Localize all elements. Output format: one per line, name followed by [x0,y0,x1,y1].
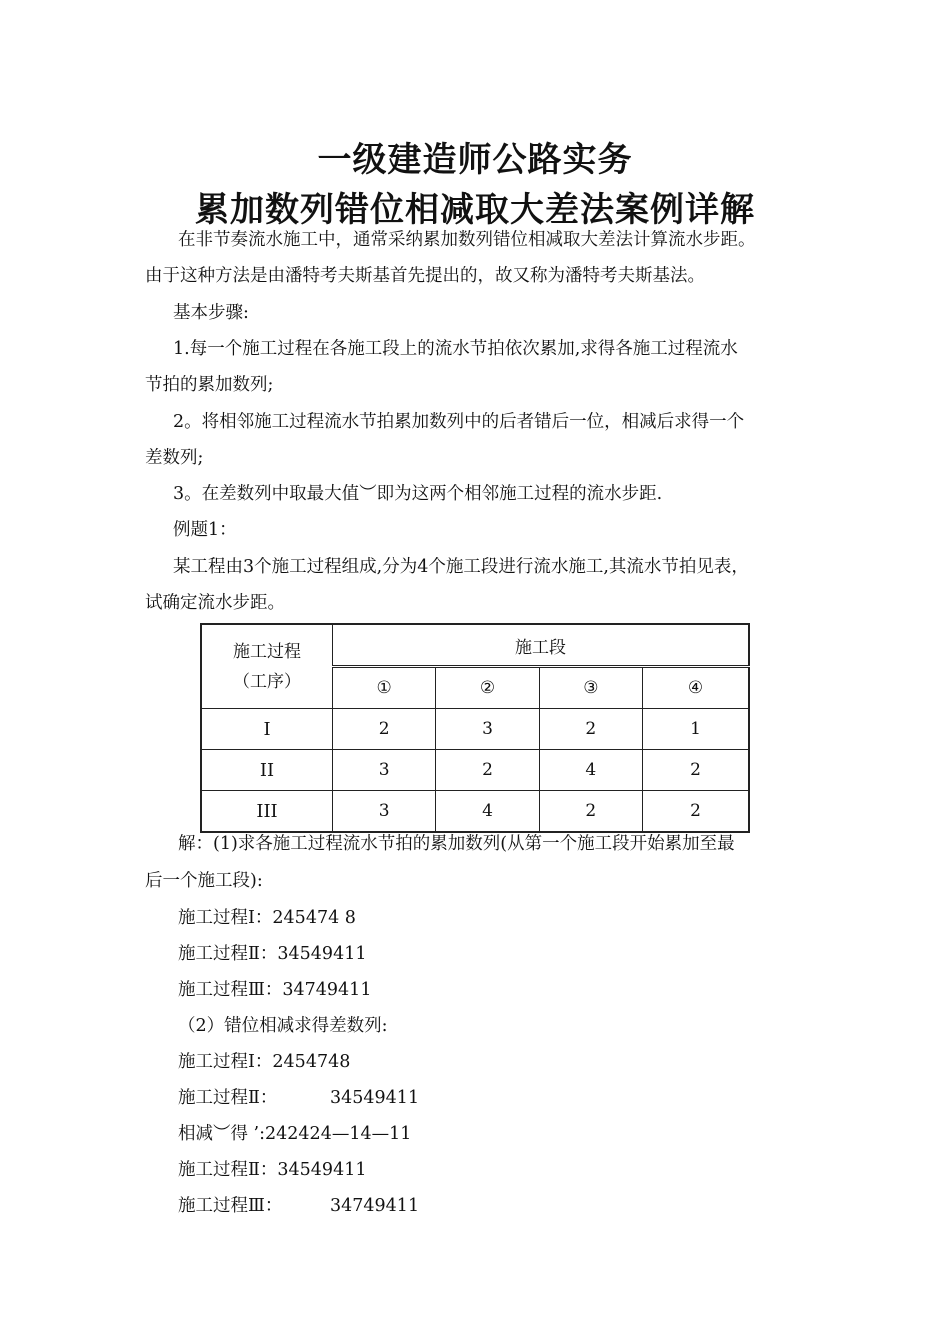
subtract-1-row-b-label: 施工过程Ⅱ： [178,1088,278,1108]
process-header-line-2: （工序） [233,671,301,692]
subtract-2-row-a: 施工过程Ⅱ：34549411 [178,1160,367,1180]
table-cell: 3 [333,750,436,791]
table-row [201,709,749,750]
segment-header: 施工段 [333,624,750,667]
table-cell: 4 [539,750,642,791]
process-header-line-1: 施工过程 [233,641,301,662]
table-cell: 3 [333,791,436,833]
process-name: I [201,709,333,750]
table-cell: 1 [642,709,749,750]
subtract-1-result: 相减︶得 ’:242424—14—11 [178,1124,412,1144]
cumulative-process-2: 施工过程Ⅱ：34549411 [178,944,367,964]
steps-heading: 基本步骤: [173,303,249,323]
table-cell: 2 [642,791,749,833]
table-cell: 2 [539,791,642,833]
table-cell: 2 [333,709,436,750]
step-3: 3。在差数列中取最大值︶即为这两个相邻施工过程的流水步距. [173,484,663,504]
step-2-line-1: 2。将相邻施工过程流水节拍累加数列中的后者错后一位，相减后求得一个 [173,412,745,432]
step-1-line-1: 1.每一个施工过程在各施工段上的流水节拍依次累加,求得各施工过程流水 [173,339,738,359]
title-line-2: 累加数列错位相减取大差法案例详解 [195,190,755,230]
subtract-2-row-b-label: 施工过程Ⅲ： [178,1196,283,1216]
table-cell: 2 [539,709,642,750]
table-cell: 4 [436,791,539,833]
segment-1-header: ① [333,667,436,709]
solution-line-2: 后一个施工段): [145,871,263,891]
table-cell: 2 [436,750,539,791]
process-header-cell [201,624,333,709]
rhythm-table [200,623,750,833]
segment-2-header: ② [436,667,539,709]
process-name: II [201,750,333,791]
example-line-2: 试确定流水步距。 [145,593,285,613]
segment-3-header: ③ [539,667,642,709]
step-2-line-2: 差数列; [145,448,204,468]
table-row [201,791,749,833]
step-1-line-2: 节拍的累加数列; [145,375,274,395]
cumulative-process-1: 施工过程Ⅰ：245474 8 [178,908,356,928]
table-cell: 2 [642,750,749,791]
intro-line-1: 在非节奏流水施工中，通常采纳累加数列错位相减取大差法计算流水步距。 [178,230,756,250]
step-2-heading: （2）错位相减求得差数列: [178,1016,388,1036]
solution-line-1: 解：(1)求各施工过程流水节拍的累加数列(从第一个施工段开始累加至最 [178,834,735,854]
table-row [201,750,749,791]
segment-4-header: ④ [642,667,749,709]
example-line-1: 某工程由3个施工过程组成,分为4个施工段进行流水施工,其流水节拍见表， [173,557,749,577]
title-line-1: 一级建造师公路实务 [317,140,633,180]
subtract-1-row-a: 施工过程Ⅰ：2454748 [178,1052,351,1072]
table-cell: 3 [436,709,539,750]
example-heading: 例题1： [173,520,237,540]
process-name: III [201,791,333,833]
subtract-2-row-b-value: 34749411 [330,1196,420,1216]
cumulative-process-3: 施工过程Ⅲ：34749411 [178,980,372,1000]
intro-line-2: 由于这种方法是由潘特考夫斯基首先提出的，故又称为潘特考夫斯基法。 [145,266,705,286]
subtract-1-row-b-value: 34549411 [330,1088,420,1108]
